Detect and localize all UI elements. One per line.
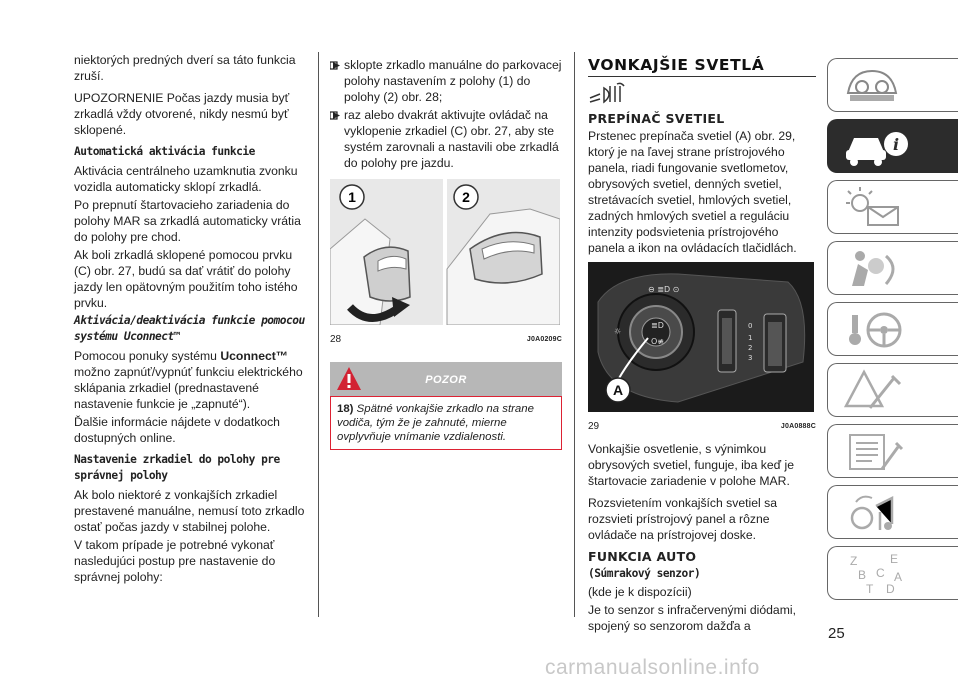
warning-number: 18) xyxy=(337,403,354,415)
section-title: VONKAJŠIE SVETLÁ xyxy=(588,57,816,77)
tab-maintenance[interactable] xyxy=(827,424,958,478)
index-icon xyxy=(842,551,912,597)
maintenance-icon xyxy=(842,429,912,475)
column-divider xyxy=(318,52,319,617)
svg-text:≣D: ≣D xyxy=(651,321,664,330)
paragraph-uconnect xyxy=(74,348,306,412)
warning-header xyxy=(330,362,562,396)
warning-light-icon xyxy=(842,185,912,231)
svg-text:⊖ ≣D ⊙: ⊖ ≣D ⊙ xyxy=(648,285,680,294)
index-letter: B xyxy=(858,568,867,582)
tab-car-info[interactable] xyxy=(827,119,958,173)
dial-number: 2 xyxy=(748,344,753,352)
mirror-fold-illustration xyxy=(330,179,560,325)
index-letter: Z xyxy=(850,554,858,568)
paragraph: Ak bolo niektoré z vonkajších zrkadiel prestavené manuálne, nemusí toto zrkadlo ostať počas jazdy v stabilnej polohe. xyxy=(74,488,305,534)
paragraph: Prstenec prepínača svetiel (A) obr. 29, ktorý je na ľavej strane prístrojového panela, riadi fungovanie svetlometov, obrysových svetiel, denných svetiel, stretávacích svetiel, hmlových svetiel, zadných hmlových svetiel a reguláciu intenzity podsvietenia prístrojového panela a ikon na ovládacích tlačidlách. xyxy=(588,129,797,255)
figure-number: 28 xyxy=(330,334,342,345)
column-middle xyxy=(330,57,562,450)
figure-label-a: A xyxy=(612,382,624,398)
tab-dashboard[interactable] xyxy=(827,58,958,112)
arrow-bullet-icon xyxy=(330,60,340,71)
figure-29 xyxy=(588,262,816,435)
warning-title: POZOR xyxy=(425,374,467,386)
tab-starting-driving[interactable] xyxy=(827,302,958,356)
figure-label-1: 1 xyxy=(348,189,356,205)
technical-data-icon xyxy=(842,490,912,536)
subheading-auto-activation: Automatická aktivácia funkcie xyxy=(74,145,255,158)
paragraph: (kde je k dispozícii) xyxy=(588,585,692,599)
paragraph: UPOZORNENIE Počas jazdy musia byť zrkadlá vždy otvorené, nikdy nesmú byť sklopené. xyxy=(74,91,290,137)
column-divider xyxy=(574,52,575,617)
car-info-icon xyxy=(842,124,912,170)
text: možno zapnúť/vypnúť funkciu elektrického sklápania zrkadiel (prednastavené nastavenie funkcie je „zapnuté“). xyxy=(74,365,303,411)
svg-text:☼: ☼ xyxy=(614,327,622,336)
warning-text: Spätné vonkajšie zrkadlo na strane vodiča, tým že je zahnuté, mierne ovplyvňuje vnímanie vzdialenosti. xyxy=(337,403,534,443)
index-letter: E xyxy=(890,552,899,566)
tab-technical-data[interactable] xyxy=(827,485,958,539)
subheading-dusk-sensor: (Súmrakový senzor) xyxy=(588,567,701,580)
exterior-lights-icon xyxy=(588,82,626,106)
index-letter: T xyxy=(866,582,874,596)
subsection-light-switch: PREPÍNAČ SVETIEL xyxy=(588,111,725,126)
steering-wheel-icon xyxy=(842,307,912,353)
list-item xyxy=(330,107,562,171)
tab-index[interactable] xyxy=(827,546,958,600)
column-left xyxy=(74,52,306,591)
arrow-bullet-icon xyxy=(330,110,340,121)
roadside-emergency-icon xyxy=(842,368,912,414)
tab-emergency[interactable] xyxy=(827,363,958,417)
list-item xyxy=(330,57,562,105)
paragraph: Ďalšie informácie nájdete v dodatkoch dostupných online. xyxy=(74,415,280,445)
subheading-mirror-position: Nastavenie zrkadiel do polohy pre správnej polohy xyxy=(74,453,280,482)
figure-code: J0A0888C xyxy=(780,423,816,430)
paragraph: Rozsvietením vonkajších svetiel sa rozsvieti prístrojový panel a rôzne ovládače na prístrojovej doske. xyxy=(588,496,777,542)
light-switch-illustration xyxy=(588,262,814,412)
paragraph: Ak boli zrkadlá sklopené pomocou prvku (C) obr. 27, budú sa dať vrátiť do polohy jazdy len opätovným použitím toho istého prvku. xyxy=(74,248,298,310)
svg-text:O≢: O≢ xyxy=(651,337,664,346)
page-number: 25 xyxy=(828,625,845,642)
subheading-uconnect: Aktivácia/deaktivácia funkcie pomocou systému Uconnect™ xyxy=(74,314,305,343)
index-letter: C xyxy=(876,566,885,580)
dashboard-icon xyxy=(842,63,902,109)
dial-number: 3 xyxy=(748,354,753,362)
watermark: carmanualsonline.info xyxy=(545,656,760,679)
brand-uconnect: Uconnect™ xyxy=(220,349,289,363)
figure-28 xyxy=(330,179,562,348)
dial-number: 1 xyxy=(748,334,753,342)
figure-number: 29 xyxy=(588,421,600,432)
svg-text:i: i xyxy=(892,135,900,154)
text: Pomocou ponuky systému xyxy=(74,349,221,363)
paragraph: Po prepnutí štartovacieho zariadenia do polohy MAR sa zrkadlá automaticky vrátia do polohy pre chod. xyxy=(74,198,301,244)
list-item-text: raz alebo dvakrát aktivujte ovládač na vyklopenie zrkadiel (C) obr. 27, aby ste systém zarovnali a nastavili obe zrkadlá do polohy pre jazdu. xyxy=(344,108,559,170)
subsection-auto-function: FUNKCIA AUTO xyxy=(588,549,697,564)
paragraph: V takom prípade je potrebné vykonať nasledujúci postup pre nastavenie do správnej polohy: xyxy=(74,538,276,584)
tab-warning-lights[interactable] xyxy=(827,180,958,234)
paragraph: Aktivácia centrálneho uzamknutia zvonku vozidla automaticky sklopí zrkadlá. xyxy=(74,164,298,194)
figure-label-2: 2 xyxy=(462,189,470,205)
index-letter: A xyxy=(894,570,903,584)
paragraph: Vonkajšie osvetlenie, s výnimkou obrysových svetiel, funguje, iba keď je štartovacie zariadenie v polohe MAR. xyxy=(588,442,794,488)
dial-number: 0 xyxy=(748,322,753,330)
airbag-safety-icon xyxy=(842,246,912,292)
warning-body xyxy=(330,396,562,450)
list-item-text: sklopte zrkadlo manuálne do parkovacej polohy nastavením z polohy (1) do polohy (2) obr. 28; xyxy=(344,58,562,104)
paragraph: Je to senzor s infračervenými diódami, spojený so senzorom dažďa a xyxy=(588,603,796,633)
index-letter: D xyxy=(886,582,895,596)
figure-code: J0A0209C xyxy=(526,336,562,343)
tab-safety[interactable] xyxy=(827,241,958,295)
column-right xyxy=(588,57,816,640)
paragraph: niektorých predných dverí sa táto funkcia zruší. xyxy=(74,53,296,83)
